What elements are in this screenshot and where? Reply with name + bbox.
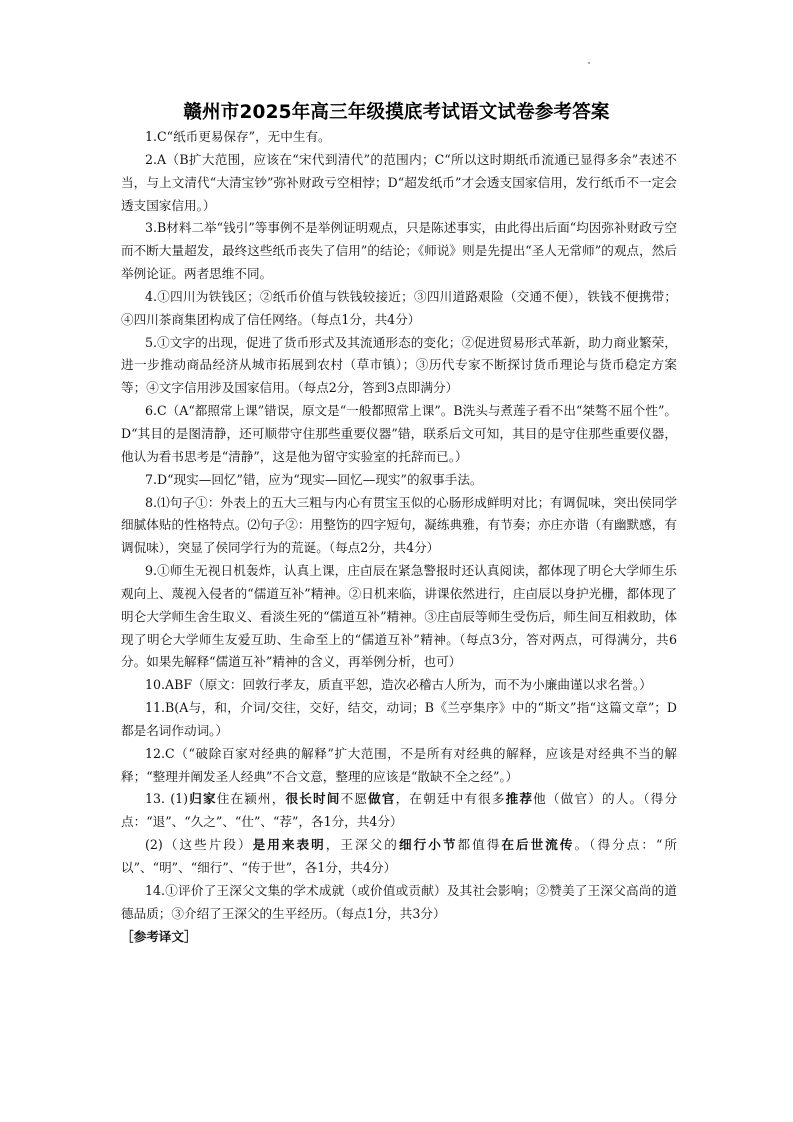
answer-13-2-text-2: 都值得 (457, 837, 502, 853)
page-title: 赣州市2025年高三年级摸底考试语文试卷参考答案 (183, 102, 610, 123)
answer-13-1-key-3: 做官 (368, 791, 396, 807)
answer-12: 12.C（“破除百家对经典的解释”扩大范围，不是所有对经典的解释，应该是对经典不当的解释；“整理并阐发圣人经典”不合文意，整理的应该是“散缺不全之经”。） (121, 745, 677, 784)
answer-13-1 (121, 788, 677, 834)
answer-13-1-text-1: 住在颍州， (216, 791, 286, 807)
answer-4: 4.①四川为铁钱区；②纸币价值与铁钱较接近；③四川道路艰险（交通不便），铁钱不便携带；④四川茶商集团构成了信任网络。（每点1分，共4分） (121, 288, 677, 327)
answer-13-1-key-2: 很长时间 (285, 791, 341, 807)
answer-13-1-text-2: 不愿 (340, 791, 369, 807)
answer-body (121, 126, 677, 948)
answer-11: 11.B(A与，和，介词/交往，交好，结交，动词；B《兰亭集序》中的“斯文”指“这篇文章”；D都是名词作动词。） (121, 700, 677, 738)
answer-9: 9.①师生无视日机轰炸，认真上课，庄卣辰在紧急警报时还认真阅读，都体现了明仑大学师生乐观向上、蔑视入侵者的“儒道互补”精神。②日机来临，讲课依然进行，庄卣辰以身护光栅，都体现了明仑大学师生舍生取义、看淡生死的“儒道互补”精神。③庄卣辰等师生受伤后，师生间互相救助，体现了明仑大学师生友爱互助、生命至上的“儒道互补”精神。（每点3分，答对两点，可得满分，共6分。如果先解释“儒道互补”精神的含义，再举例分析，也可） (121, 563, 677, 670)
answer-13-2-key-2: 细行小节 (398, 837, 458, 853)
answer-13-2-key-1: 是用来表明 (252, 837, 326, 853)
answer-13-1-lead: 13. (1) (145, 791, 189, 807)
answer-10: 10.ABF（原文：回敦行孝友，质直平恕，造次必稽古人所为，而不为小廉曲谨以求名誉。） (145, 677, 652, 693)
answer-7: 7.D“现实—回忆”错，应为“现实—回忆—现实”的叙事手法。 (145, 471, 483, 487)
answer-1: 1.C“纸币更易保存”，无中生有。 (145, 129, 331, 144)
answer-13-1-key-4: 推荐 (505, 791, 534, 807)
answer-13-1-text-3: ，在朝廷中有很多 (395, 791, 506, 807)
answer-8: 8.⑴句子①：外表上的五大三粗与内心有贯宝玉似的心肠形成鲜明对比；有调侃味，突出侯同学细腻体贴的性格特点。⑵句子②：用整饬的四字短句，凝练典雅，有节奏；亦庄亦谐（有幽默感，有调侃味），突显了侯同学行为的荒诞。（每点2分，共4分） (121, 494, 677, 556)
answer-13-2-text-3: 。（得分点：“所以”、“明”、“细行”、“传于世”，各1分，共4分） (121, 837, 678, 875)
answer-5: 5.①文字的出现，促进了货币形式及其流通形态的变化；②促进贸易形式革新，助力商业繁荣，进一步推动商品经济从城市拓展到农村（草市镇）；③历代专家不断探讨货币理论与货币稳定方案等；④文字信用涉及国家信用。（每点2分，答到3点即满分） (121, 334, 677, 396)
answer-13-2-key-3: 在后世流传 (501, 837, 575, 853)
answer-14: 14.①评价了王深父文集的学术成就（或价值或贡献）及其社会影响；②赞美了王深父高尚的道德品质；③介绍了王深父的生平经历。（每点1分，共3分） (121, 882, 677, 921)
reference-translation-heading: ［参考译文］ (121, 928, 197, 944)
answer-13-2-lead: (2)（这些片段） (145, 837, 253, 853)
answer-13-1-text-4: 他（做官）的人。（得分点：“退”、“久之”、“仕”、“荐”，各1分，共4分） (121, 791, 678, 830)
answer-13-1-key-1: 归家 (188, 791, 217, 807)
scan-speck (588, 62, 590, 64)
answer-6: 6.C（A“都照常上课”错误，原文是“一般都照常上课”。B洗头与煮莲子看不出“桀骜不屈个性”。D“其目的是图清静，还可顺带守住那些重要仪器”错，联系后文可知，其目的是守住那些重要仪器，他认为看书思考是“清静”，这是他为留守实验室的托辞而已。） (121, 403, 678, 464)
answer-3: 3.B材料二举“钱引”等事例不是举例证明观点，只是陈述事实，由此得出后面“均因弥补财政亏空而不断大量超发，最终这些纸币丧失了信用”的结论；《师说》则是先提出“圣人无常师”的观点，然后举例论证。两者思维不同。 (121, 220, 677, 282)
answer-2: 2.A（B扩大范围，应该在“宋代到清代”的范围内；C“所以这时期纸币流通已显得多余”表述不当，与上文清代“大清宝钞”弥补财政亏空相悖；D“超发纸币”才会透支国家信用，发行纸币不一定会透支国家信用。） (121, 151, 677, 213)
answer-13-2 (121, 834, 677, 880)
answer-13-2-text-1: ，王深父的 (325, 837, 399, 853)
